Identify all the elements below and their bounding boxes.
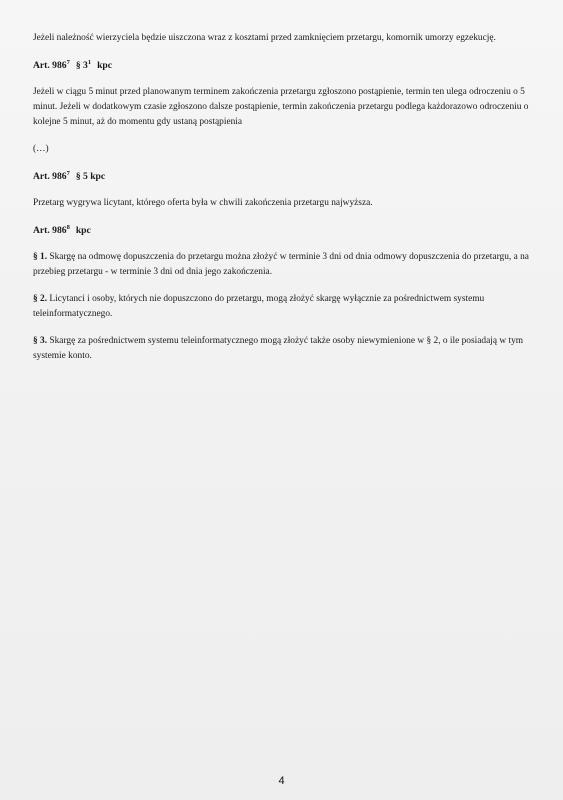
article-superscript: 7: [66, 58, 70, 66]
section-paragraph-3: [33, 334, 533, 364]
code-abbreviation: kpc: [75, 225, 91, 236]
article-heading-986-8: [33, 223, 533, 238]
section-text: Skargę za pośrednictwem systemu teleinformatycznego mogą złożyć także osoby niewymienione w § 2, o ile posiadają w tym systemie konto.: [33, 336, 524, 361]
code-abbreviation: kpc: [97, 60, 113, 71]
article-text-986-7-5: Przetarg wygrywa licytant, którego oferta była w chwili zakończenia przetargu najwyższa.: [33, 198, 373, 208]
section-text: Licytanci i osoby, których nie dopuszczono do przetargu, mogą złożyć skargę wyłącznie za pośrednictwem systemu teleinformatycznego.: [33, 294, 485, 319]
article-number: Art. 986: [33, 225, 67, 236]
document-body: [33, 31, 533, 376]
section-and-code: § 5 kpc: [75, 171, 106, 182]
article-superscript: 8: [66, 223, 70, 231]
section-mark: § 3.: [33, 336, 48, 346]
article-number: Art. 986: [33, 60, 67, 71]
section-superscript: 1: [87, 58, 92, 66]
section-number: § 3: [75, 60, 88, 71]
section-paragraph-2: [33, 292, 533, 322]
article-superscript: 7: [66, 169, 70, 177]
section-text: Skargę na odmowę dopuszczenia do przetargu można złożyć w terminie 3 dni od dnia odmowy dopuszczenia do przetargu, a na przebieg przetargu - w terminie 3 dni od dnia jego zakończenia.: [33, 252, 529, 277]
intro-paragraph: Jeżeli należność wierzyciela będzie uiszczona wraz z kosztami przed zamknięciem przetargu, komornik umorzy egzekucję.: [33, 33, 496, 43]
section-mark: § 1.: [33, 252, 48, 262]
section-mark: § 2.: [33, 294, 48, 304]
article-heading-986-7-3-1: [33, 58, 533, 73]
page-number: 4: [278, 775, 285, 787]
article-text-986-7-3-1: Jeżeli w ciągu 5 minut przed planowanym terminem zakończenia przetargu zgłoszono postąpienie, termin ten ulega odroczeniu o 5 minut. Jeżeli w dodatkowym czasie zgłoszono dalsze postąpienie, termin zakończenia przetargu podlega każdorazowo odroczeniu o kolejne 5 minut, aż do momentu gdy ustaną postąpienia: [33, 87, 529, 127]
article-number: Art. 986: [33, 171, 67, 182]
article-heading-986-7-5: [33, 169, 533, 184]
omission-mark: (…): [33, 144, 49, 154]
section-paragraph-1: [33, 250, 533, 280]
